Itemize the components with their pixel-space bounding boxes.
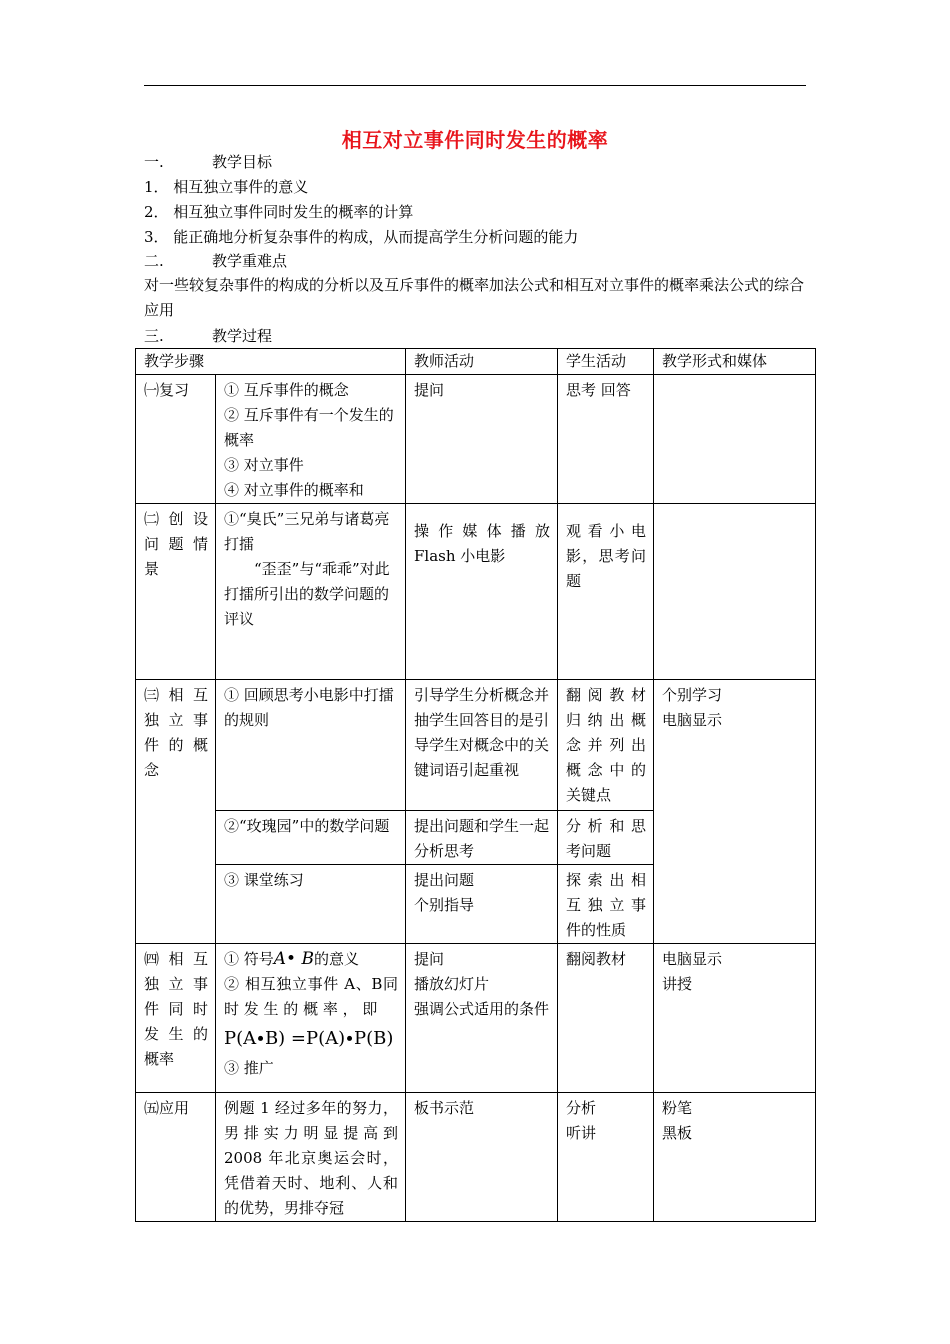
content-cell: ②“玫瑰园”中的数学问题: [216, 811, 406, 865]
section-heading-difficulty: 二. 教学重难点: [144, 252, 288, 270]
step-cell: ㈡ 创 设 问 题 情 景: [136, 504, 216, 680]
page-title: 相互对立事件同时发生的概率: [341, 128, 609, 152]
table-row: [136, 680, 816, 811]
teacher-cell: 引导学生分析概念并抽学生回答目的是引导学生对概念中的关键词语引起重视: [406, 680, 558, 811]
teacher-cell: 提出问题和学生一起分析思考: [406, 811, 558, 865]
probability-formula: P(A∙B) =P(A)∙P(B): [224, 1028, 394, 1049]
content-cell: ①“臭氏”三兄弟与诸葛亮打擂 “歪歪”与“乖乖”对此打擂所引出的数学问题的评议: [216, 504, 406, 680]
step-cell: ㈠复习: [136, 375, 216, 504]
content-cell: ③ 课堂练习: [216, 865, 406, 944]
symbol-a-dot-b: A• B: [273, 949, 314, 969]
header-media: 教学形式和媒体: [654, 349, 816, 375]
teacher-cell: 提出问题 个别指导: [406, 865, 558, 944]
step-cell: ㈣ 相 互 独 立 事 件 同 时 发 生 的 概率: [136, 944, 216, 1093]
media-cell: [654, 375, 816, 504]
step-cell: ㈤应用: [136, 1093, 216, 1222]
difficulty-paragraph: 对一些较复杂事件的构成的分析以及互斥事件的概率加法公式和相互对立事件的概率乘法公式的综合应用: [144, 276, 805, 319]
student-cell: 探 索 出 相 互 独 立 事 件的性质: [558, 865, 654, 944]
student-cell: 分析 听讲: [558, 1093, 654, 1222]
student-cell: 翻阅教材: [558, 944, 654, 1093]
step-cell: ㈢ 相 互 独 立 事 件 的 概 念: [136, 680, 216, 944]
media-cell: [654, 504, 816, 680]
table-row: [136, 375, 816, 504]
student-cell: 观 看 小 电 影，思考问题: [558, 504, 654, 680]
section-heading-process: 三. 教学过程: [144, 327, 273, 345]
content-cell: ① 互斥事件的概念 ② 互斥事件有一个发生的概率 ③ 对立事件 ④ 对立事件的概率和: [216, 375, 406, 504]
table-row: [136, 504, 816, 680]
content-cell: 例题 1 经过多年的努力，男排实力明显提高到 2008 年北京奥运会时，凭借着天时、地利、人和的优势，男排夺冠: [216, 1093, 406, 1222]
header-step: 教学步骤: [136, 349, 406, 375]
objective-item: 3． 能正确地分析复杂事件的构成，从而提高学生分析问题的能力: [144, 228, 579, 246]
header-teacher: 教师活动: [406, 349, 558, 375]
student-cell: 分 析 和 思 考问题: [558, 811, 654, 865]
media-cell: 电脑显示 讲授: [654, 944, 816, 1093]
table-header-row: [136, 349, 816, 375]
teacher-cell: 操 作 媒 体 播 放 Flash 小电影: [406, 504, 558, 680]
content-cell: ① 符号A• B的意义 ② 相互独立事件 A、B同时 发 生 的 概 率 ， 即 P(A∙B) =P(A)∙P(B) ③ 推广: [216, 944, 406, 1093]
header-rule: [144, 85, 806, 86]
table-row: [136, 1093, 816, 1222]
teacher-cell: 提问 播放幻灯片 强调公式适用的条件: [406, 944, 558, 1093]
media-cell: 个别学习 电脑显示: [654, 680, 816, 944]
student-cell: 翻 阅 教 材 归 纳 出 概 念 并 列 出 概 念 中 的 关键点: [558, 680, 654, 811]
table-row: [136, 944, 816, 1093]
objective-item: 2． 相互独立事件同时发生的概率的计算: [144, 203, 414, 221]
teacher-cell: 提问: [406, 375, 558, 504]
media-cell: 粉笔 黑板: [654, 1093, 816, 1222]
teaching-process-table: [135, 348, 816, 1222]
section-heading-objectives: 一. 教学目标: [144, 153, 273, 171]
student-cell: 思考 回答: [558, 375, 654, 504]
content-cell: ① 回顾思考小电影中打擂的规则: [216, 680, 406, 811]
header-student: 学生活动: [558, 349, 654, 375]
objective-item: 1． 相互独立事件的意义: [144, 178, 309, 196]
teacher-cell: 板书示范: [406, 1093, 558, 1222]
